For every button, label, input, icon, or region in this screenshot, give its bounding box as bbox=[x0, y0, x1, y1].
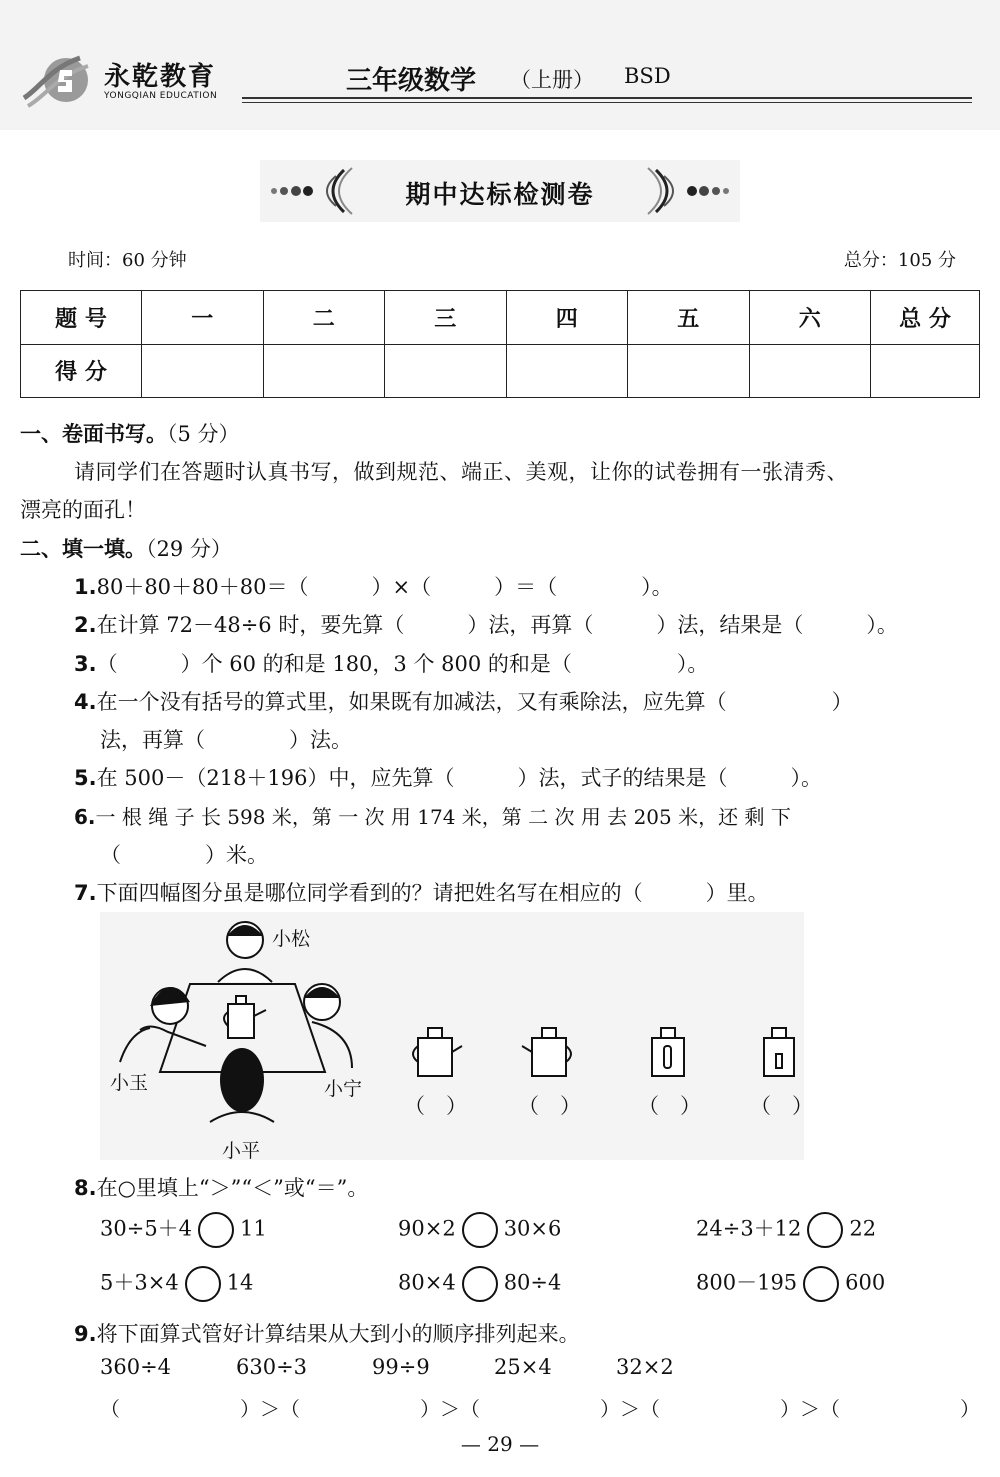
score-cell[interactable] bbox=[385, 344, 507, 398]
expression-left: 90×2 bbox=[398, 1216, 456, 1241]
expression-right: 22 bbox=[849, 1216, 877, 1241]
score-cell[interactable] bbox=[749, 344, 871, 398]
question-number: 1. bbox=[74, 575, 97, 599]
question-number: 7. bbox=[74, 881, 97, 905]
question-text: （ ）个 60 的和是 180，3 个 800 的和是（ ）。 bbox=[96, 652, 709, 676]
table-header-cell: 六 bbox=[749, 291, 871, 345]
score-table-score-row bbox=[21, 344, 980, 398]
question-number: 8. bbox=[74, 1176, 97, 1200]
children-around-table-image bbox=[100, 912, 804, 1160]
table-header-cell: 四 bbox=[506, 291, 628, 345]
table-header-cell: 总 分 bbox=[871, 291, 980, 345]
question-6-cont: （ ）米。 bbox=[100, 843, 268, 867]
expression-right: 30×6 bbox=[503, 1216, 562, 1241]
score-cell[interactable] bbox=[506, 344, 628, 398]
score-table-header-row bbox=[21, 291, 980, 345]
question-9 bbox=[74, 1318, 580, 1348]
compare-item bbox=[100, 1266, 253, 1302]
header-rule bbox=[242, 97, 972, 99]
question-4 bbox=[74, 686, 853, 716]
compare-item bbox=[398, 1212, 561, 1248]
question-number: 9. bbox=[74, 1322, 97, 1346]
question-5 bbox=[74, 762, 822, 792]
name-label-xiaoning: 小宁 bbox=[324, 1078, 363, 1100]
score-cell[interactable] bbox=[263, 344, 385, 398]
q9-expression: 25×4 bbox=[494, 1355, 552, 1379]
compare-item bbox=[398, 1266, 561, 1302]
question-2 bbox=[74, 609, 898, 639]
section-points: （29 分） bbox=[146, 537, 232, 561]
kettle-view-2-icon bbox=[522, 1028, 571, 1076]
answer-blank[interactable]: （ ） bbox=[638, 1094, 701, 1118]
section-1-heading bbox=[20, 418, 240, 448]
name-label-xiaoping: 小平 bbox=[222, 1140, 261, 1162]
section-points: （5 分） bbox=[167, 422, 240, 446]
question-8 bbox=[74, 1172, 368, 1202]
question-text: 在计算 72－48÷6 时，要先算（ ）法，再算（ ）法，结果是（ ）。 bbox=[96, 613, 898, 637]
compare-item bbox=[696, 1266, 885, 1302]
q9-expression: 360÷4 bbox=[100, 1355, 172, 1379]
q9-expression: 32×2 bbox=[616, 1355, 674, 1379]
question-1 bbox=[74, 571, 673, 601]
book-title: 三年级数学 bbox=[346, 66, 477, 96]
table-row-label: 得 分 bbox=[21, 344, 142, 398]
question-number: 3. bbox=[74, 652, 97, 676]
answer-blank[interactable]: （ ） bbox=[518, 1094, 581, 1118]
table-header-cell: 二 bbox=[263, 291, 385, 345]
exam-total-score: 总分：105 分 bbox=[843, 250, 956, 271]
expression-left: 30÷5＋4 bbox=[100, 1216, 193, 1241]
expression-right: 11 bbox=[240, 1216, 267, 1241]
table-header-cell: 五 bbox=[628, 291, 750, 345]
section-title: 一、卷面书写。 bbox=[20, 422, 167, 446]
kettle-view-1-icon bbox=[413, 1028, 462, 1076]
table-header-cell: 一 bbox=[142, 291, 264, 345]
question-7 bbox=[74, 877, 769, 907]
question-number: 5. bbox=[74, 766, 97, 790]
expression-right: 600 bbox=[845, 1270, 886, 1295]
name-label-xiaoyu: 小玉 bbox=[110, 1072, 149, 1094]
brand-name-en: YONGQIAN EDUCATION bbox=[104, 91, 218, 101]
brand-name: 永乾教育 bbox=[104, 62, 217, 92]
book-code: BSD bbox=[624, 64, 671, 88]
expression-right: 14 bbox=[226, 1270, 254, 1295]
section-1-text-cont: 漂亮的面孔！ bbox=[20, 498, 146, 522]
question-text: 将下面算式管好计算结果从大到小的顺序排列起来。 bbox=[96, 1322, 580, 1346]
question-6 bbox=[74, 801, 791, 830]
compare-circle[interactable] bbox=[803, 1266, 839, 1302]
expression-left: 80×4 bbox=[398, 1270, 456, 1295]
q9-expression: 99÷9 bbox=[372, 1355, 430, 1379]
expression-left: 800－195 bbox=[696, 1270, 798, 1295]
question-text: 一 根 绳 子 长 598 米，第 一 次 用 174 米，第 二 次 用 去 205 米，还 剩 下 bbox=[95, 805, 791, 829]
compare-circle[interactable] bbox=[462, 1266, 498, 1302]
section-2-heading bbox=[20, 533, 232, 563]
question-text: 80＋80＋80＋80＝（ ）×（ ）＝（ ）。 bbox=[96, 575, 673, 599]
name-label-xiaosong: 小松 bbox=[272, 928, 311, 950]
answer-blank[interactable]: （ ） bbox=[750, 1094, 813, 1118]
page-number: — 29 — bbox=[460, 1432, 540, 1456]
kettle-view-4-icon bbox=[764, 1028, 794, 1076]
brand-logo-icon bbox=[20, 48, 98, 112]
answer-blank[interactable]: （ ） bbox=[404, 1094, 467, 1118]
q9-expression: 630÷3 bbox=[236, 1355, 308, 1379]
expression-left: 5＋3×4 bbox=[100, 1270, 179, 1295]
question-number: 6. bbox=[74, 805, 96, 829]
compare-circle[interactable] bbox=[185, 1266, 221, 1302]
compare-circle[interactable] bbox=[807, 1212, 843, 1248]
score-cell[interactable] bbox=[871, 344, 980, 398]
compare-circle[interactable] bbox=[198, 1212, 234, 1248]
section-1-text: 请同学们在答题时认真书写，做到规范、端正、美观，让你的试卷拥有一张清秀、 bbox=[74, 460, 848, 484]
table-header-cell: 题 号 bbox=[21, 291, 142, 345]
expression-right: 80÷4 bbox=[503, 1270, 562, 1295]
question-text: 在○里填上“＞”“＜”或“＝”。 bbox=[96, 1176, 369, 1200]
header-rule-thin bbox=[242, 102, 972, 103]
question-3 bbox=[74, 648, 708, 678]
kettle-view-3-icon bbox=[652, 1028, 684, 1076]
question-4-cont: 法，再算（ ）法。 bbox=[100, 728, 352, 752]
expression-left: 24÷3＋12 bbox=[696, 1216, 802, 1241]
section-title: 二、填一填。 bbox=[20, 537, 146, 561]
exam-time: 时间：60 分钟 bbox=[68, 250, 187, 271]
book-volume: （上册） bbox=[510, 68, 594, 92]
score-cell[interactable] bbox=[142, 344, 264, 398]
question-number: 2. bbox=[74, 613, 97, 637]
compare-item bbox=[696, 1212, 876, 1248]
q9-answer-blanks[interactable]: （ ）＞（ ）＞（ ）＞（ ）＞（ ） bbox=[100, 1397, 980, 1421]
question-text: 下面四幅图分虽是哪位同学看到的？请把姓名写在相应的（ ）里。 bbox=[96, 881, 769, 905]
question-number: 4. bbox=[74, 690, 97, 714]
question-text: 在一个没有括号的算式里，如果既有加减法，又有乘除法，应先算（ ） bbox=[96, 690, 853, 714]
compare-item bbox=[100, 1212, 267, 1248]
compare-circle[interactable] bbox=[462, 1212, 498, 1248]
score-cell[interactable] bbox=[628, 344, 750, 398]
score-table bbox=[20, 290, 980, 398]
question-text: 在 500－（218＋196）中，应先算（ ）法，式子的结果是（ ）。 bbox=[96, 766, 823, 790]
exam-title: 期中达标检测卷 bbox=[405, 180, 595, 209]
table-header-cell: 三 bbox=[385, 291, 507, 345]
